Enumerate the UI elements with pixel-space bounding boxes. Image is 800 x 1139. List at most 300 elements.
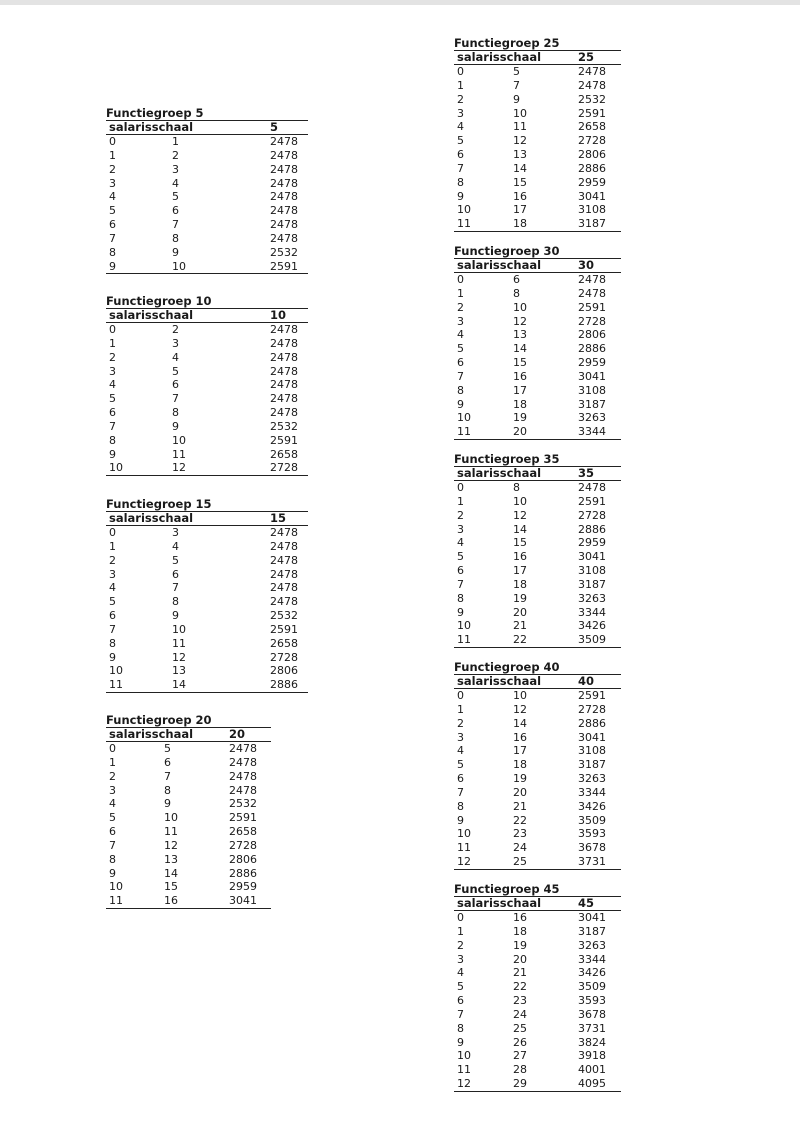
salary-cell: 3918 <box>578 1049 606 1063</box>
salary-cell: 2478 <box>578 273 606 286</box>
table-row <box>454 411 621 425</box>
step-cell: 11 <box>457 217 471 231</box>
scale-cell: 22 <box>513 633 527 647</box>
scale-cell: 21 <box>513 966 527 980</box>
table-row <box>454 425 621 439</box>
salary-cell: 2591 <box>270 622 298 636</box>
step-cell: 3 <box>457 952 464 966</box>
scale-cell: 16 <box>513 550 527 564</box>
step-cell: 0 <box>109 323 116 336</box>
salary-cell: 2478 <box>578 65 606 78</box>
salary-cell: 3187 <box>578 217 606 231</box>
salary-cell: 2806 <box>578 148 606 162</box>
scale-cell: 11 <box>172 636 186 650</box>
scale-cell: 6 <box>513 273 520 286</box>
step-cell: 10 <box>457 619 471 633</box>
step-cell: 5 <box>457 550 464 564</box>
scale-cell: 17 <box>513 564 527 578</box>
table-row <box>454 717 621 731</box>
scale-cell: 5 <box>164 742 171 755</box>
table-row <box>106 204 308 218</box>
table-row <box>454 384 621 398</box>
table-row <box>454 689 621 703</box>
header-group-code: 15 <box>270 511 287 525</box>
scale-cell: 17 <box>513 744 527 758</box>
scale-cell: 10 <box>513 689 527 702</box>
step-cell: 1 <box>109 336 116 350</box>
step-cell: 1 <box>457 286 464 300</box>
salary-cell: 2478 <box>270 581 298 595</box>
salary-cell: 2806 <box>270 664 298 678</box>
salary-cell: 3108 <box>578 744 606 758</box>
step-cell: 4 <box>457 536 464 550</box>
step-cell: 8 <box>457 175 464 189</box>
table-body <box>106 135 308 274</box>
step-cell: 9 <box>109 447 116 461</box>
table-row <box>454 1036 621 1050</box>
scale-cell: 10 <box>172 622 186 636</box>
table-row <box>106 177 308 191</box>
step-cell: 4 <box>457 120 464 134</box>
header-label: salarisschaal <box>457 50 542 64</box>
group-title: Functiegroep 5 <box>106 106 204 120</box>
salary-cell: 2591 <box>578 494 606 508</box>
table-row <box>454 328 621 342</box>
step-cell: 7 <box>109 419 116 433</box>
step-cell: 0 <box>457 689 464 702</box>
scale-cell: 19 <box>513 591 527 605</box>
table-row <box>106 784 271 798</box>
salary-cell: 3041 <box>578 189 606 203</box>
step-cell: 5 <box>109 204 116 218</box>
salary-cell: 2478 <box>270 595 298 609</box>
scale-cell: 19 <box>513 772 527 786</box>
scale-cell: 21 <box>513 619 527 633</box>
salary-cell: 2806 <box>578 328 606 342</box>
table-row <box>106 623 308 637</box>
header-group-code: 25 <box>578 50 595 64</box>
table-row <box>454 703 621 717</box>
table-row <box>106 392 308 406</box>
scale-cell: 14 <box>172 678 186 692</box>
table-row <box>454 1049 621 1063</box>
table-row <box>106 163 308 177</box>
table-body <box>106 526 308 693</box>
step-cell: 6 <box>109 825 116 839</box>
scale-cell: 7 <box>164 769 171 783</box>
salary-cell: 2478 <box>270 567 298 581</box>
step-cell: 4 <box>109 378 116 392</box>
salary-cell: 3187 <box>578 577 606 591</box>
table-header <box>454 674 621 689</box>
salary-cell: 3108 <box>578 203 606 217</box>
step-cell: 11 <box>457 633 471 647</box>
table-row <box>454 342 621 356</box>
table-row <box>106 595 308 609</box>
header-group-code: 45 <box>578 896 595 910</box>
step-cell: 7 <box>109 231 116 245</box>
header-label: salarisschaal <box>109 120 194 134</box>
scale-cell: 10 <box>172 259 186 273</box>
table-row <box>454 79 621 93</box>
table-row <box>454 592 621 606</box>
salary-cell: 3263 <box>578 938 606 952</box>
table-body <box>454 481 621 648</box>
table-row <box>106 323 308 337</box>
table-row <box>106 797 271 811</box>
table-row <box>454 287 621 301</box>
table-header <box>106 120 308 135</box>
table-row <box>454 398 621 412</box>
scale-cell: 25 <box>513 1021 527 1035</box>
scale-cell: 12 <box>513 702 527 716</box>
table-row <box>454 93 621 107</box>
step-cell: 10 <box>457 827 471 841</box>
group-title: Functiegroep 35 <box>454 452 560 466</box>
scale-cell: 10 <box>172 433 186 447</box>
salary-cell: 3041 <box>578 911 606 924</box>
group-title: Functiegroep 30 <box>454 244 560 258</box>
salary-cell: 2959 <box>229 880 257 894</box>
step-cell: 11 <box>457 841 471 855</box>
step-cell: 9 <box>457 605 464 619</box>
salary-cell: 3344 <box>578 605 606 619</box>
table-row <box>454 190 621 204</box>
scale-cell: 5 <box>513 65 520 78</box>
scale-cell: 4 <box>172 176 179 190</box>
table-row <box>454 619 621 633</box>
salary-cell: 2959 <box>578 175 606 189</box>
salary-cell: 3731 <box>578 1021 606 1035</box>
table-row <box>454 370 621 384</box>
scale-cell: 5 <box>172 190 179 204</box>
table-row <box>454 217 621 231</box>
scale-cell: 13 <box>513 148 527 162</box>
step-cell: 11 <box>109 894 123 908</box>
step-cell: 1 <box>109 539 116 553</box>
scale-cell: 29 <box>513 1077 527 1091</box>
functiegroep-table <box>454 883 621 1092</box>
scale-cell: 26 <box>513 1035 527 1049</box>
header-group-code: 35 <box>578 466 595 480</box>
group-title: Functiegroep 15 <box>106 497 212 511</box>
functiegroep-table <box>106 714 271 909</box>
table-header <box>454 258 621 273</box>
table-row <box>454 966 621 980</box>
salary-cell: 2478 <box>270 350 298 364</box>
salary-cell: 2886 <box>270 678 298 692</box>
table-body <box>454 911 621 1092</box>
salary-cell: 2886 <box>578 342 606 356</box>
salary-cell: 2478 <box>270 204 298 218</box>
table-row <box>106 637 308 651</box>
functiegroep-table <box>454 453 621 648</box>
table-row <box>454 273 621 287</box>
table-row <box>106 880 271 894</box>
table-row <box>454 772 621 786</box>
table-row <box>454 315 621 329</box>
step-cell: 2 <box>109 350 116 364</box>
step-cell: 0 <box>109 742 116 755</box>
scale-cell: 14 <box>513 342 527 356</box>
table-row <box>454 758 621 772</box>
scale-cell: 6 <box>164 755 171 769</box>
step-cell: 2 <box>109 162 116 176</box>
scale-cell: 23 <box>513 994 527 1008</box>
step-cell: 2 <box>457 508 464 522</box>
salary-cell: 3041 <box>578 550 606 564</box>
scale-cell: 3 <box>172 336 179 350</box>
step-cell: 6 <box>457 772 464 786</box>
scale-cell: 6 <box>172 567 179 581</box>
table-row <box>454 855 621 869</box>
scale-cell: 14 <box>164 866 178 880</box>
salary-cell: 2478 <box>270 323 298 336</box>
step-cell: 9 <box>109 259 116 273</box>
functiegroep-table <box>454 245 621 440</box>
table-body <box>106 323 308 476</box>
step-cell: 5 <box>457 980 464 994</box>
salary-cell: 3108 <box>578 383 606 397</box>
header-label: salarisschaal <box>109 511 194 525</box>
table-row <box>454 550 621 564</box>
scale-cell: 16 <box>513 730 527 744</box>
salary-cell: 2886 <box>578 716 606 730</box>
table-row <box>106 337 308 351</box>
scale-cell: 4 <box>172 539 179 553</box>
salary-cell: 3593 <box>578 827 606 841</box>
scale-cell: 20 <box>513 785 527 799</box>
scale-cell: 4 <box>172 350 179 364</box>
scale-cell: 20 <box>513 605 527 619</box>
step-cell: 0 <box>109 135 116 148</box>
salary-cell: 2478 <box>270 190 298 204</box>
salary-cell: 4001 <box>578 1063 606 1077</box>
scale-cell: 23 <box>513 827 527 841</box>
salary-cell: 2591 <box>270 433 298 447</box>
salary-cell: 2478 <box>229 755 257 769</box>
salary-cell: 4095 <box>578 1077 606 1091</box>
table-row <box>106 811 271 825</box>
table-row <box>454 980 621 994</box>
functiegroep-table <box>454 661 621 870</box>
table-row <box>106 770 271 784</box>
group-title: Functiegroep 10 <box>106 294 212 308</box>
scale-cell: 14 <box>513 522 527 536</box>
scale-cell: 16 <box>513 911 527 924</box>
step-cell: 6 <box>457 356 464 370</box>
salary-cell: 2478 <box>229 783 257 797</box>
step-cell: 10 <box>109 880 123 894</box>
scale-cell: 2 <box>172 148 179 162</box>
scale-cell: 16 <box>164 894 178 908</box>
table-row <box>106 232 308 246</box>
step-cell: 10 <box>457 203 471 217</box>
step-cell: 8 <box>457 799 464 813</box>
scale-cell: 16 <box>513 189 527 203</box>
table-row <box>106 260 308 274</box>
table-row <box>106 351 308 365</box>
scale-cell: 13 <box>164 852 178 866</box>
table-row <box>454 744 621 758</box>
step-cell: 2 <box>457 938 464 952</box>
scale-cell: 8 <box>513 481 520 494</box>
scale-cell: 7 <box>172 581 179 595</box>
step-cell: 1 <box>457 494 464 508</box>
step-cell: 7 <box>457 161 464 175</box>
salary-cell: 2591 <box>578 689 606 702</box>
table-header <box>106 308 308 323</box>
table-row <box>106 853 271 867</box>
salary-cell: 2478 <box>270 553 298 567</box>
step-cell: 6 <box>109 609 116 623</box>
salary-cell: 2478 <box>270 378 298 392</box>
functiegroep-table <box>106 498 308 693</box>
scale-cell: 6 <box>172 204 179 218</box>
table-row <box>454 107 621 121</box>
table-row <box>454 536 621 550</box>
step-cell: 0 <box>109 526 116 539</box>
scale-cell: 28 <box>513 1063 527 1077</box>
table-row <box>106 756 271 770</box>
header-label: salarisschaal <box>457 896 542 910</box>
scale-cell: 17 <box>513 383 527 397</box>
table-row <box>106 742 271 756</box>
step-cell: 6 <box>109 406 116 420</box>
table-row <box>454 606 621 620</box>
table-row <box>106 420 308 434</box>
step-cell: 12 <box>457 855 471 869</box>
table-row <box>454 1077 621 1091</box>
step-cell: 5 <box>109 392 116 406</box>
table-row <box>454 495 621 509</box>
step-cell: 2 <box>457 716 464 730</box>
header-group-code: 10 <box>270 308 287 322</box>
scale-cell: 15 <box>513 536 527 550</box>
table-row <box>106 894 271 908</box>
table-row <box>454 134 621 148</box>
table-row <box>454 814 621 828</box>
salary-cell: 3187 <box>578 397 606 411</box>
step-cell: 12 <box>457 1077 471 1091</box>
step-cell: 6 <box>457 564 464 578</box>
step-cell: 7 <box>457 577 464 591</box>
salary-cell: 2591 <box>578 106 606 120</box>
table-row <box>454 176 621 190</box>
table-row <box>454 162 621 176</box>
scale-cell: 11 <box>164 825 178 839</box>
table-row <box>454 564 621 578</box>
table-row <box>106 678 308 692</box>
salary-cell: 3593 <box>578 994 606 1008</box>
header-label: salarisschaal <box>457 258 542 272</box>
group-title: Functiegroep 45 <box>454 882 560 896</box>
table-row <box>106 461 308 475</box>
step-cell: 10 <box>457 411 471 425</box>
salary-cell: 2478 <box>270 392 298 406</box>
step-cell: 9 <box>457 813 464 827</box>
scale-cell: 12 <box>164 838 178 852</box>
step-cell: 8 <box>457 591 464 605</box>
table-row <box>454 120 621 134</box>
scale-cell: 7 <box>172 218 179 232</box>
salary-cell: 3041 <box>578 369 606 383</box>
table-row <box>106 825 271 839</box>
step-cell: 2 <box>457 92 464 106</box>
step-cell: 6 <box>109 218 116 232</box>
table-row <box>454 800 621 814</box>
step-cell: 8 <box>109 433 116 447</box>
step-cell: 5 <box>457 758 464 772</box>
table-row <box>106 365 308 379</box>
scale-cell: 22 <box>513 813 527 827</box>
step-cell: 4 <box>457 328 464 342</box>
salary-cell: 3344 <box>578 785 606 799</box>
scale-cell: 17 <box>513 203 527 217</box>
salary-cell: 2591 <box>229 811 257 825</box>
step-cell: 3 <box>109 176 116 190</box>
table-header <box>106 511 308 526</box>
scale-cell: 9 <box>164 797 171 811</box>
salary-cell: 3344 <box>578 952 606 966</box>
table-row <box>454 731 621 745</box>
step-cell: 3 <box>109 364 116 378</box>
step-cell: 4 <box>457 744 464 758</box>
salary-cell: 2591 <box>578 300 606 314</box>
step-cell: 11 <box>109 678 123 692</box>
salary-cell: 3108 <box>578 564 606 578</box>
salary-cell: 2478 <box>229 769 257 783</box>
table-row <box>454 827 621 841</box>
scale-cell: 16 <box>513 369 527 383</box>
table-row <box>106 434 308 448</box>
step-cell: 5 <box>457 342 464 356</box>
salary-cell: 3824 <box>578 1035 606 1049</box>
table-row <box>106 651 308 665</box>
table-row <box>106 190 308 204</box>
header-group-code: 30 <box>578 258 595 272</box>
step-cell: 1 <box>457 924 464 938</box>
salary-cell: 2478 <box>270 176 298 190</box>
salary-cell: 2478 <box>270 148 298 162</box>
table-row <box>106 378 308 392</box>
salary-cell: 3344 <box>578 425 606 439</box>
scale-cell: 18 <box>513 758 527 772</box>
step-cell: 7 <box>109 838 116 852</box>
table-row <box>454 578 621 592</box>
table-row <box>454 911 621 925</box>
salary-cell: 2478 <box>270 539 298 553</box>
table-row <box>106 867 271 881</box>
salary-cell: 2959 <box>578 536 606 550</box>
scale-cell: 18 <box>513 217 527 231</box>
salary-cell: 2658 <box>270 636 298 650</box>
salary-cell: 3509 <box>578 813 606 827</box>
scale-cell: 7 <box>513 78 520 92</box>
salary-cell: 2478 <box>270 231 298 245</box>
salary-cell: 2478 <box>270 336 298 350</box>
scale-cell: 27 <box>513 1049 527 1063</box>
step-cell: 2 <box>109 553 116 567</box>
step-cell: 8 <box>109 636 116 650</box>
group-title: Functiegroep 40 <box>454 660 560 674</box>
salary-cell: 2728 <box>270 461 298 475</box>
scale-cell: 8 <box>164 783 171 797</box>
table-header <box>454 896 621 911</box>
scale-cell: 8 <box>172 406 179 420</box>
scale-cell: 6 <box>172 378 179 392</box>
step-cell: 5 <box>457 134 464 148</box>
